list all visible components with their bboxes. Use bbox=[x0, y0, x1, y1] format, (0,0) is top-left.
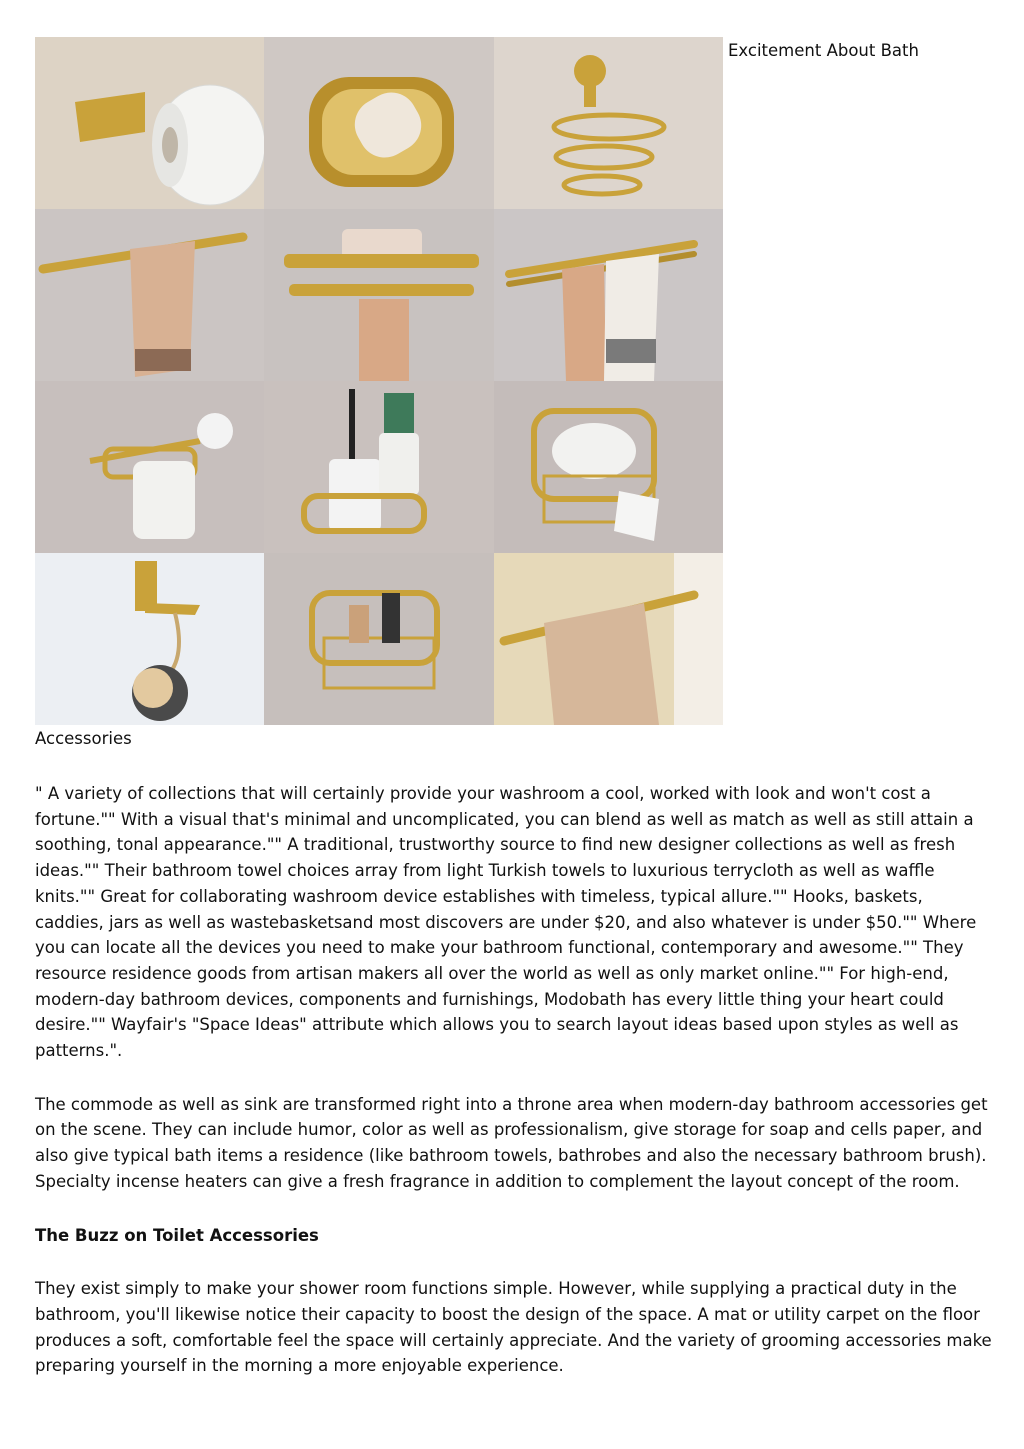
toothbrush-holder-icon bbox=[264, 381, 494, 553]
toilet-brush-holder-icon bbox=[35, 381, 264, 553]
double-towel-bar-icon bbox=[494, 209, 723, 381]
towel-ring-icon bbox=[494, 553, 723, 725]
shower-basket-icon bbox=[264, 553, 494, 725]
paragraph-1: " A variety of collections that will certainly provide your washroom a cool, worked with look and won't cost a fortune."" With a visual that's minimal and uncomplicated, you can blend as well as match as well as still attain a soothing, tonal appearance."" A traditional, trustworthy source to find new designer collections as well as fresh ideas."" Their bathroom towel choices array from light Turkish towels to luxurious terrycloth as well as waffle knits."" Great for collaborating washroom device establishes with timeless, typical allure."" Hooks, baskets, caddies, jars as well as wastebasketsand most discovers are under $20, and also whatever is under $50."" Where you can locate all the devices you need to make your bathroom functional, contemporary and awesome."" They resource residence goods from artisan makers all over the world as well as only market online."" For high-end, modern-day bathroom devices, components and furnishings, Modobath has every little thing your heart could desire."" Wayfair's "Space Ideas" attribute which allows you to search layout ideas based upon styles as well as patterns.". bbox=[35, 784, 977, 1061]
towel-shelf-icon bbox=[264, 209, 494, 381]
soap-dish-icon bbox=[264, 37, 494, 209]
paper-basket-icon bbox=[494, 381, 723, 553]
towel-bar-icon bbox=[35, 209, 264, 381]
article-body bbox=[35, 781, 993, 1407]
toilet-paper-holder-icon bbox=[35, 37, 264, 209]
robe-hook-icon bbox=[35, 553, 264, 725]
page-title-line-2: Accessories bbox=[35, 729, 132, 748]
paragraph-3: They exist simply to make your shower room functions simple. However, while supplying a practical duty in the bathroom, you'll likewise notice their capacity to boost the design of the space. A mat or utility carpet on the floor produces a soft, comfortable feel the space will certainly appreciate. And the variety of grooming accessories make preparing yourself in the morning a more enjoyable experience. bbox=[35, 1279, 992, 1376]
section-heading: The Buzz on Toilet Accessories bbox=[35, 1225, 319, 1245]
hair-dryer-holder-icon bbox=[494, 37, 723, 209]
paragraph-2: The commode as well as sink are transformed right into a throne area when modern-day bathroom accessories get on the scene. They can include humor, color as well as professionalism, give storage for soap and cells paper, and also give typical bath items a residence (like bathroom towels, bathrobes and also the necessary bathroom brush). Specialty incense heaters can give a fresh fragrance in addition to complement the layout concept of the room. bbox=[35, 1094, 988, 1191]
bath-accessories-photo bbox=[35, 37, 723, 725]
page-title-line-1: Excitement About Bath bbox=[728, 41, 919, 60]
